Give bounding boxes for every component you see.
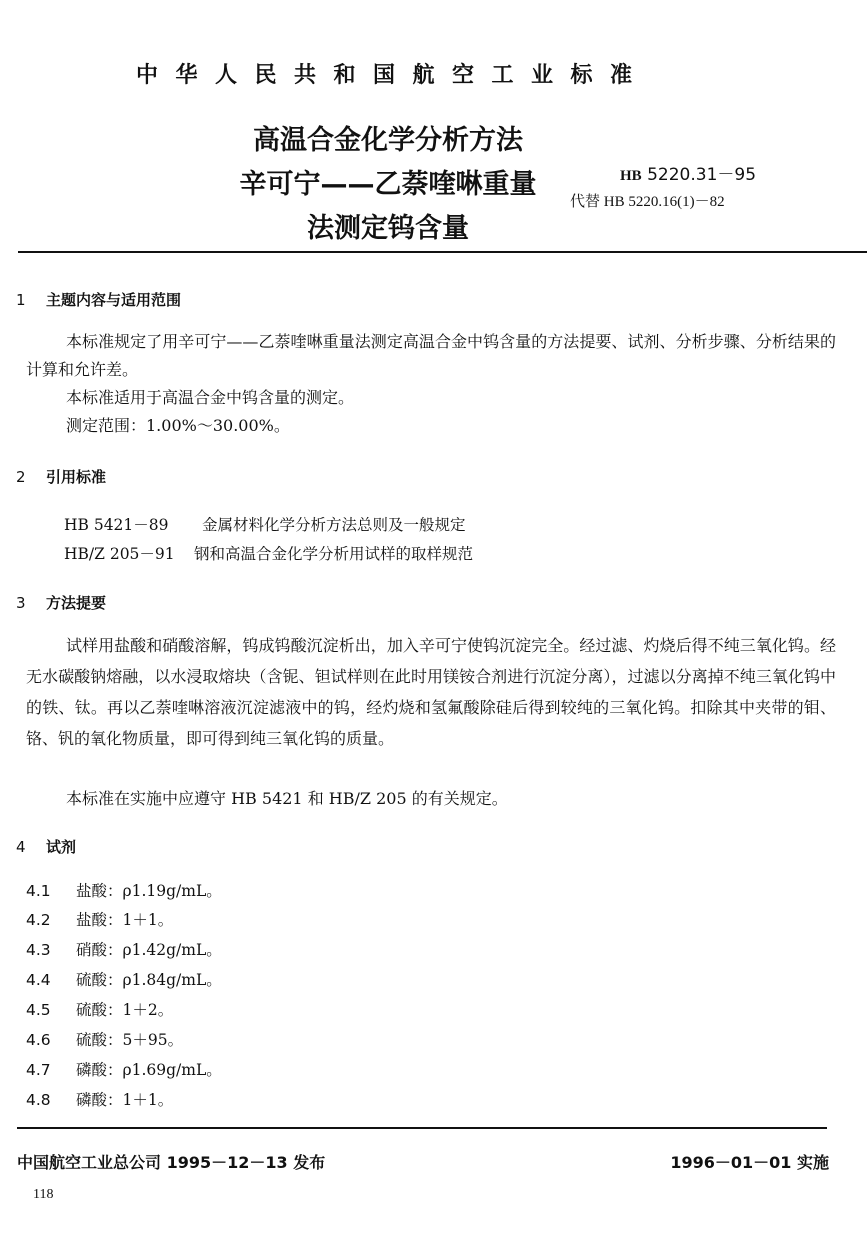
effective-date: 1996－01－01 实施 — [670, 1153, 829, 1172]
item-text: 硫酸：ρ1.84g/mL。 — [76, 971, 222, 989]
footer-divider — [17, 1127, 827, 1129]
section-number: 2 — [16, 468, 26, 486]
standard-code — [620, 160, 756, 185]
section-heading-2 — [16, 466, 106, 487]
reagent-item — [26, 938, 222, 960]
item-text: 硫酸：5＋95。 — [76, 1031, 184, 1049]
item-number: 4.7 — [26, 1061, 51, 1079]
paragraph: 本标准在实施中应遵守 HB 5421 和 HB/Z 205 的有关规定。 — [66, 789, 508, 808]
reagent-item — [26, 879, 222, 901]
section-heading-3 — [16, 592, 106, 613]
item-number: 4.4 — [26, 971, 51, 989]
reagent-item — [26, 1088, 173, 1110]
item-number: 4.8 — [26, 1091, 51, 1109]
item-number: 4.6 — [26, 1031, 51, 1049]
item-text: 磷酸：1＋1。 — [76, 1091, 174, 1109]
item-number: 4.1 — [26, 882, 51, 900]
page-number: 118 — [33, 1187, 54, 1202]
reagent-item — [26, 998, 173, 1020]
header-divider — [18, 251, 867, 253]
item-text: 盐酸：ρ1.19g/mL。 — [76, 882, 222, 900]
item-text: 硝酸：ρ1.42g/mL。 — [76, 941, 222, 959]
item-text: 盐酸：1＋1。 — [76, 911, 174, 929]
document-title-line-1: 高温合金化学分析方法 — [253, 125, 523, 156]
reference-item — [64, 513, 466, 535]
item-text: 硫酸：1＋2。 — [76, 1001, 174, 1019]
section-number: 3 — [16, 594, 26, 612]
replaces-code: 代替 HB 5220.16(1)－82 — [570, 194, 725, 210]
reference-code: HB/Z 205－91 — [64, 545, 175, 563]
reagent-item — [26, 1028, 183, 1050]
item-text: 磷酸：ρ1.69g/mL。 — [76, 1061, 222, 1079]
organization-heading: 中华人民共和国航空工业标准 — [136, 63, 650, 88]
section-number: 4 — [16, 838, 26, 856]
section-title: 引用标准 — [46, 468, 107, 486]
reference-code: HB 5421－89 — [64, 516, 169, 534]
section-heading-4 — [16, 836, 76, 857]
paragraph: 试样用盐酸和硝酸溶解，钨成钨酸沉淀析出，加入辛可宁使钨沉淀完全。经过滤、灼烧后得不纯三氧化钨。经无水碳酸钠熔融，以水浸取熔块（含铌、钽试样则在此时用镁铵合剂进行沉淀分离），过滤以分离掉不纯三氧化钨中的铁、钛。再以乙萘喹啉溶液沉淀滤液中的钨，经灼烧和氢氟酸除硅后得到较纯的三氧化钨。扣除其中夹带的钼、铬、钒的氧化物质量，即可得到纯三氧化钨的质量。 — [26, 636, 836, 748]
item-number: 4.2 — [26, 911, 51, 929]
reference-title: 钢和高温合金化学分析用试样的取样规范 — [194, 545, 474, 563]
reference-title: 金属材料化学分析方法总则及一般规定 — [202, 516, 466, 534]
reagent-item — [26, 908, 173, 930]
document-title-line-3: 法测定钨含量 — [307, 213, 469, 244]
paragraph: 测定范围：1.00%～30.00%。 — [66, 416, 290, 435]
section-title: 方法提要 — [46, 594, 107, 612]
reagent-item — [26, 968, 222, 990]
paragraph: 本标准规定了用辛可宁——乙萘喹啉重量法测定高温合金中钨含量的方法提要、试剂、分析步骤、分析结果的计算和允许差。 — [26, 332, 836, 379]
paragraph: 本标准适用于高温合金中钨含量的测定。 — [66, 388, 355, 407]
item-number: 4.5 — [26, 1001, 51, 1019]
document-title-line-2: 辛可宁——乙萘喹啉重量 — [239, 169, 537, 200]
section-title: 试剂 — [46, 838, 77, 856]
section-title: 主题内容与适用范围 — [46, 291, 182, 309]
reagent-item — [26, 1058, 222, 1080]
section-number: 1 — [16, 291, 26, 309]
standard-code-prefix: HB — [620, 168, 642, 184]
issue-date: 中国航空工业总公司 1995－12－13 发布 — [17, 1153, 326, 1172]
reference-item — [64, 542, 473, 564]
standard-code-number: 5220.31－95 — [647, 165, 757, 185]
section-heading-1 — [16, 289, 181, 310]
item-number: 4.3 — [26, 941, 51, 959]
